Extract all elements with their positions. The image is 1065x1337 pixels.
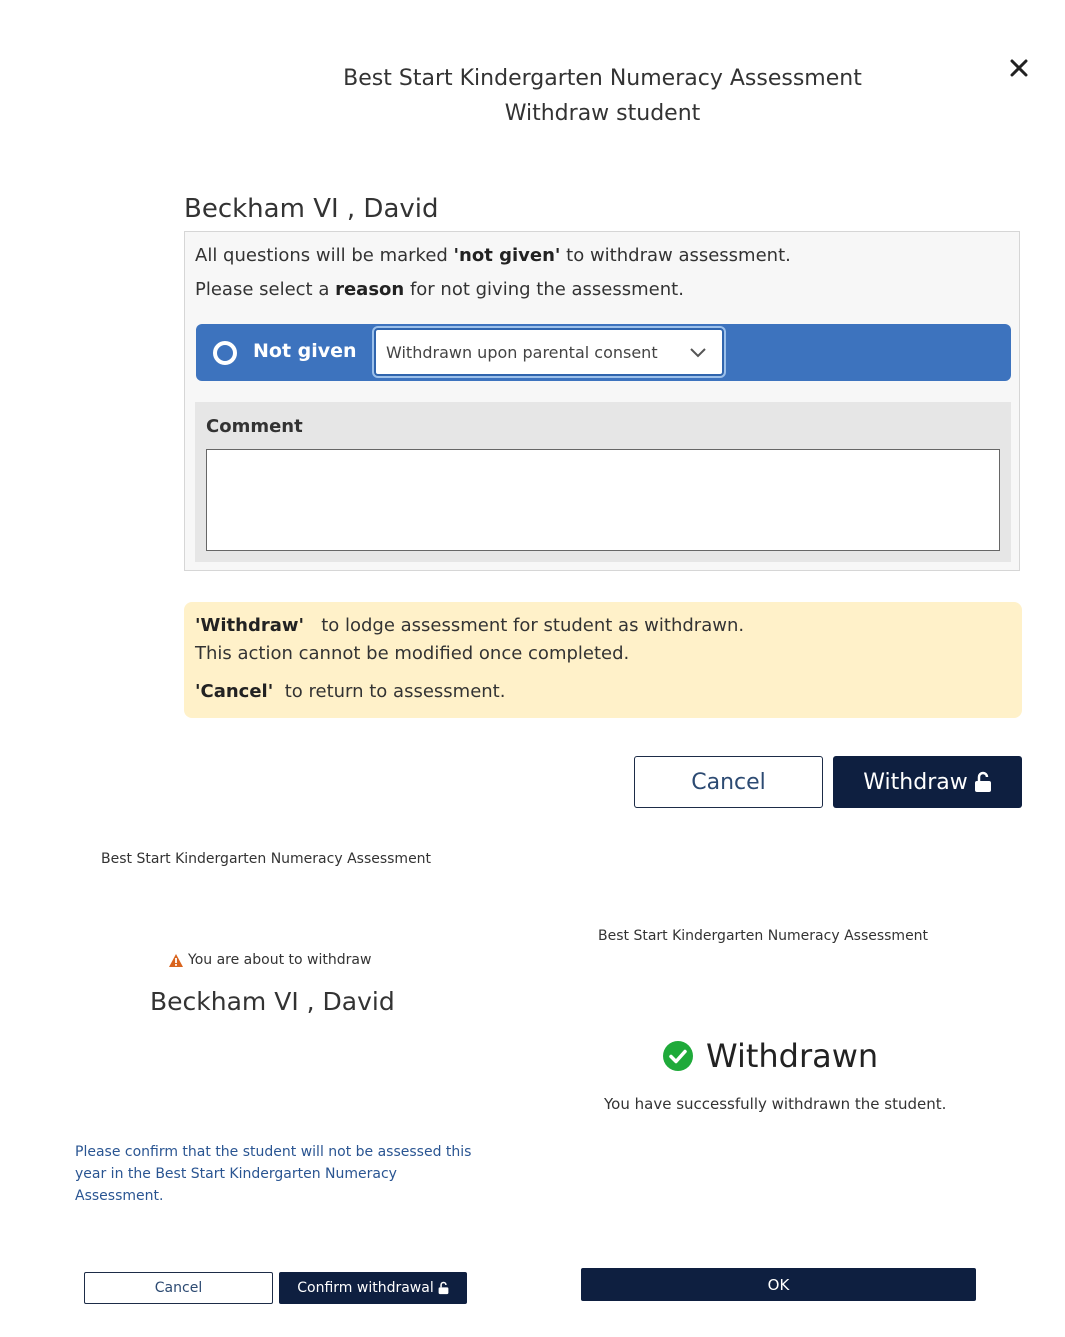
check-circle-icon xyxy=(662,1040,694,1072)
withdraw-button[interactable] xyxy=(833,756,1022,808)
withdraw-button-label: Withdraw xyxy=(863,769,968,795)
instruction-text: for not giving the assessment. xyxy=(404,279,684,300)
dialog-subtitle: Withdraw student xyxy=(504,101,701,126)
success-message: You have successfully withdrawn the student. xyxy=(604,1095,947,1113)
comment-label: Comment xyxy=(206,416,303,437)
instruction-emphasis: 'not given' xyxy=(453,245,561,266)
success-dialog-title: Best Start Kindergarten Numeracy Assessment xyxy=(598,928,929,944)
confirm-withdrawal-button[interactable] xyxy=(279,1272,467,1304)
confirm-dialog-title: Best Start Kindergarten Numeracy Assessment xyxy=(101,851,432,867)
instruction-line-1 xyxy=(195,245,791,266)
confirm-warning-text: You are about to withdraw xyxy=(188,952,372,968)
confirm-withdrawal-label: Confirm withdrawal xyxy=(297,1280,434,1296)
confirm-student-name: Beckham VI , David xyxy=(150,987,395,1016)
close-button[interactable] xyxy=(1005,54,1033,82)
withdraw-panel xyxy=(184,231,1020,571)
confirm-note: Please confirm that the student will not be assessed this year in the Best Start Kindergarten Numeracy Assessment. xyxy=(75,1144,472,1204)
comment-section xyxy=(195,402,1011,562)
instruction-text: to withdraw assessment. xyxy=(560,245,791,266)
success-status xyxy=(662,1037,878,1075)
warning-icon xyxy=(168,953,184,968)
success-status-text: Withdrawn xyxy=(706,1037,879,1075)
not-given-radio[interactable] xyxy=(213,341,237,365)
unlock-icon xyxy=(438,1281,449,1295)
notice-withdraw-text: to lodge assessment for student as withdrawn. xyxy=(321,615,745,636)
confirm-warning xyxy=(168,952,371,968)
notice-withdraw-line xyxy=(195,615,744,636)
withdraw-notice xyxy=(184,602,1022,718)
notice-cancel-line xyxy=(195,681,505,702)
instruction-text: Please select a xyxy=(195,279,336,300)
notice-cancel-key: 'Cancel' xyxy=(195,681,274,702)
comment-input[interactable] xyxy=(206,449,1000,551)
instruction-emphasis: reason xyxy=(335,279,405,300)
close-icon xyxy=(1005,54,1033,82)
not-given-label: Not given xyxy=(253,340,357,362)
notice-warning-line: This action cannot be modified once completed. xyxy=(195,643,630,664)
reason-bar xyxy=(196,324,1011,381)
instruction-line-2 xyxy=(195,279,684,300)
reason-select[interactable] xyxy=(374,328,724,376)
confirm-cancel-button[interactable]: Cancel xyxy=(84,1272,273,1304)
cancel-button[interactable]: Cancel xyxy=(634,756,823,808)
chevron-down-icon xyxy=(688,344,708,360)
notice-cancel-text: to return to assessment. xyxy=(284,681,506,702)
dialog-title: Best Start Kindergarten Numeracy Assessment xyxy=(343,66,862,91)
student-name: Beckham VI , David xyxy=(184,194,439,224)
ok-button[interactable]: OK xyxy=(581,1268,976,1301)
notice-withdraw-key: 'Withdraw' xyxy=(195,615,305,636)
reason-selected-value: Withdrawn upon parental consent xyxy=(386,343,658,362)
unlock-icon xyxy=(974,771,992,793)
instruction-text: All questions will be marked xyxy=(195,245,454,266)
